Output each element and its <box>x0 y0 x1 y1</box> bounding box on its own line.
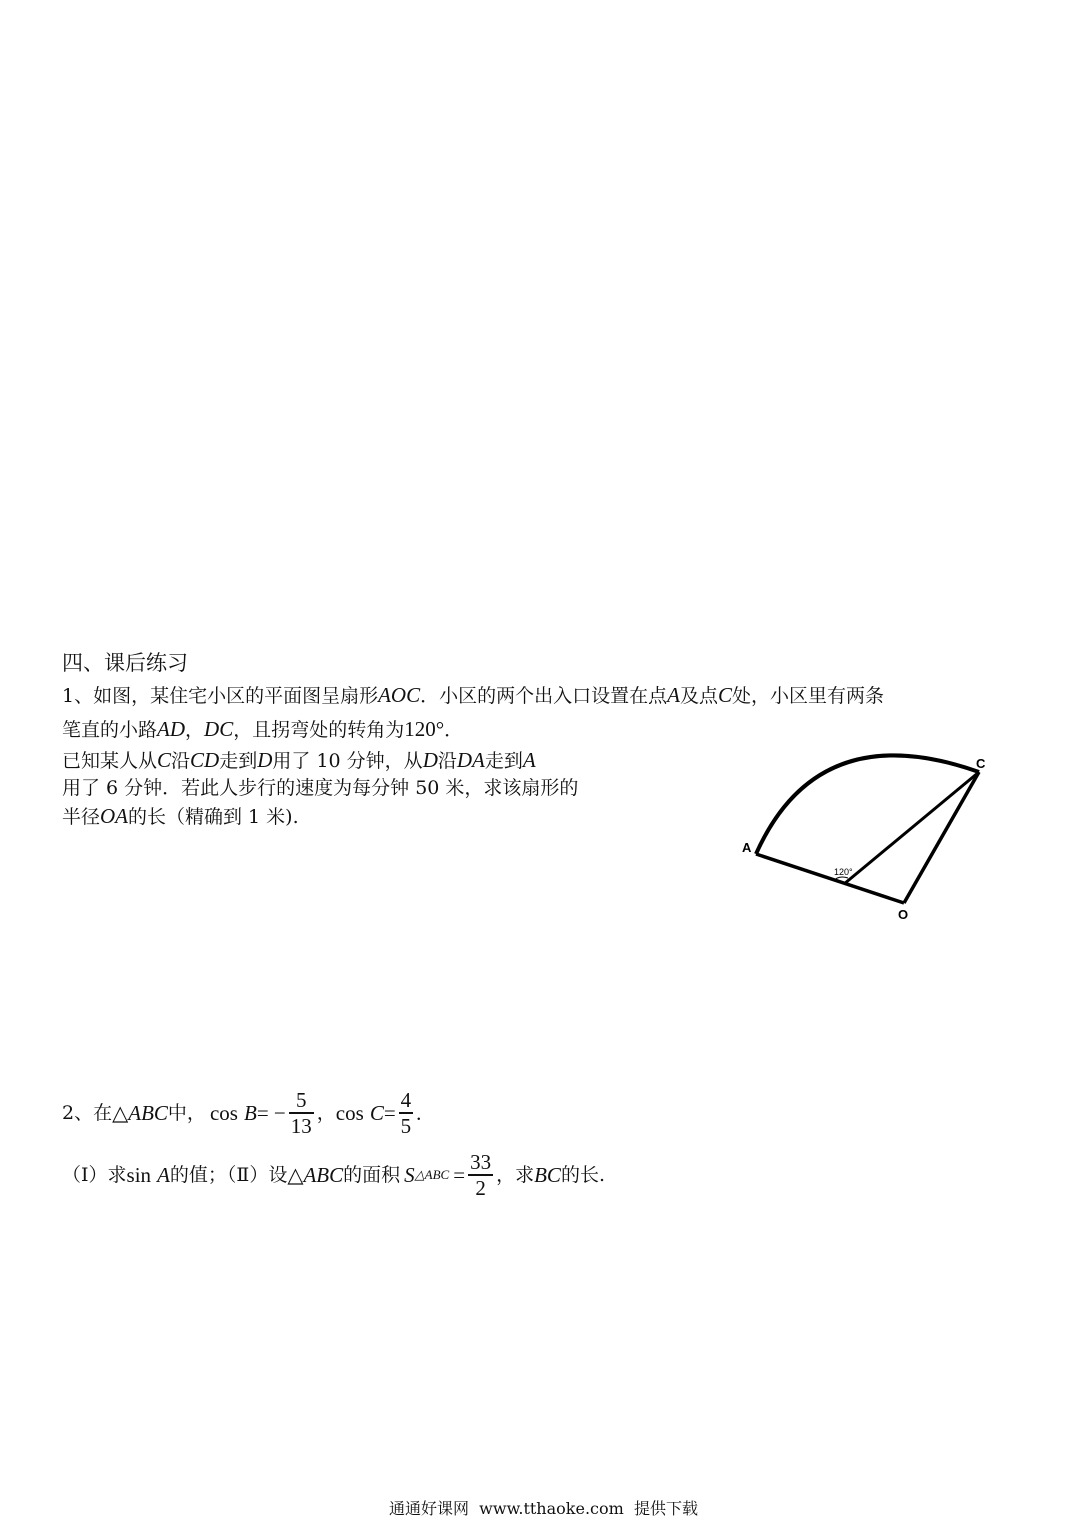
problem1-line1: 1、如图，某住宅小区的平面图呈扇形AOC．小区的两个出入口设置在点A及点C处，小区里有两条 <box>62 683 884 707</box>
cos-c-fraction: $\frac{4}{5}$ <box>400 1088 412 1138</box>
label-c: C <box>976 756 986 771</box>
cos-b-fraction: $\frac{5}{13}$ <box>290 1088 312 1138</box>
label-o: O <box>898 907 909 922</box>
sector-figure <box>736 745 1006 930</box>
problem1-line2: 笔直的小路AD，DC，且拐弯处的转角为120°． <box>62 717 464 741</box>
road-dc <box>844 772 979 884</box>
sector-arc <box>756 755 979 854</box>
radius-oc <box>904 772 979 903</box>
sector-name: AOC <box>378 683 421 707</box>
footer-text: 通通好课网 www.tthaoke.com 提供下载 <box>389 1499 698 1518</box>
radius-oa <box>756 854 904 903</box>
angle-label: 120° <box>834 867 853 877</box>
area-fraction: $\frac{33}{2}$ <box>470 1150 492 1200</box>
label-a: A <box>742 840 752 855</box>
problem1-line5: 半径OA的长（精确到 1 米). <box>62 804 299 828</box>
problem1-line3: 已知某人从C沿CD走到D用了 10 分钟，从D沿DA走到A <box>62 748 536 772</box>
problem2-line2: （Ⅰ）求 sin A 的值；（Ⅱ）设 △ ABC 的面积 S △ABC = $\frac{33}{2}$ ，求 BC 的长. <box>62 1150 605 1200</box>
problem2-line1: 2、在 △ ABC 中， cos B = − $\frac{5}{13}$ ， cos C = $\frac{4}{5}$ . <box>62 1088 422 1138</box>
problem1-line4: 用了 6 分钟．若此人步行的速度为每分钟 50 米，求该扇形的 <box>62 777 579 799</box>
section-title: 四、课后练习 <box>62 651 188 675</box>
